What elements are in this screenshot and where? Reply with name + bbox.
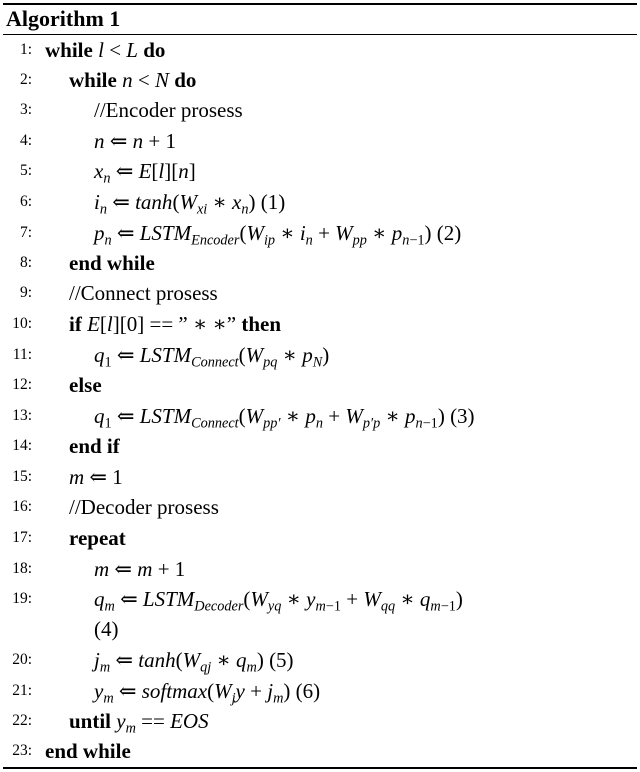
algorithm-line bbox=[0, 65, 640, 95]
line-code: $x_n$ ⇐ E[l][n] bbox=[94, 159, 196, 187]
keyword: do bbox=[143, 38, 166, 62]
algorithm-line bbox=[0, 401, 640, 431]
line-number: 10: bbox=[12, 315, 32, 332]
algorithm-line bbox=[0, 340, 640, 370]
keyword: do bbox=[174, 68, 197, 92]
line-number: 22: bbox=[12, 712, 32, 729]
algorithm-line bbox=[0, 431, 640, 461]
algorithm-line bbox=[0, 248, 640, 278]
algorithm-line bbox=[0, 523, 640, 553]
line-code: m ⇐ m + 1 bbox=[94, 557, 186, 581]
line-code: while l < L do bbox=[45, 38, 166, 62]
line-number: 20: bbox=[12, 651, 32, 668]
equation-number: (1) bbox=[260, 190, 286, 214]
line-code: $i_n$ ⇐ $\tanh(W_{xi}$ ∗ $x_n$) (1) bbox=[94, 190, 286, 218]
algorithm-line bbox=[0, 309, 640, 339]
line-number: 21: bbox=[12, 682, 32, 699]
equation-number: (5) bbox=[269, 648, 294, 672]
algorithm-line bbox=[0, 462, 640, 492]
line-code: $y_m$ ⇐ $softmax(W_jy + j_m)$ (6) bbox=[94, 679, 321, 707]
algorithm-line bbox=[0, 554, 640, 584]
algorithm-line bbox=[0, 156, 640, 186]
line-number: 23: bbox=[12, 742, 32, 759]
equation-number: (3) bbox=[450, 404, 475, 428]
equation-number: (6) bbox=[295, 679, 321, 703]
algorithm-line bbox=[0, 736, 640, 766]
keyword: repeat bbox=[69, 526, 126, 550]
comment: //Encoder prosess bbox=[94, 98, 243, 122]
algorithm-line bbox=[0, 95, 640, 125]
line-number: 16: bbox=[12, 498, 32, 515]
keyword: until bbox=[69, 709, 112, 733]
keyword: while bbox=[45, 38, 93, 62]
line-code: $p_n$ ⇐ $LSTM_{Encoder}(W_{ip}$ ∗ $i_n + W_{pp}$ ∗ $p_{n-1}$) (2) bbox=[94, 221, 462, 249]
keyword: end if bbox=[69, 434, 120, 458]
line-code: m ⇐ 1 bbox=[69, 465, 123, 489]
line-code: while n < N do bbox=[69, 68, 197, 92]
algorithm-line bbox=[0, 278, 640, 308]
line-code: $q_1$ ⇐ $LSTM_{Connect}(W_{pp'}$ ∗ $p_n + W_{p'p}$ ∗ $p_{n-1}$) (3) bbox=[94, 404, 475, 432]
line-number: 17: bbox=[12, 529, 32, 546]
line-code: $q_1$ ⇐ $LSTM_{Connect}(W_{pq}$ ∗ $p_N$) bbox=[94, 343, 330, 371]
algorithm-line bbox=[0, 126, 640, 156]
keyword: else bbox=[69, 373, 102, 397]
algorithm-line bbox=[0, 645, 640, 675]
line-code: $j_m$ ⇐ $\tanh(W_{qj}$ ∗ $q_m$) (5) bbox=[94, 648, 294, 676]
line-number: 1: bbox=[19, 41, 32, 58]
keyword: end while bbox=[69, 251, 155, 275]
line-code: if E[l][0] == ” ∗ ∗” then bbox=[69, 312, 282, 336]
line-number: 7: bbox=[19, 224, 32, 241]
line-code: $q_m$ ⇐ $LSTM_{Decoder}(W_{yq}$ ∗ $y_{m-1} + W_{qq}$ ∗ $q_{m-1}$) bbox=[94, 587, 463, 615]
line-code: n ⇐ n + 1 bbox=[94, 129, 176, 153]
line-number: 14: bbox=[12, 437, 32, 454]
algorithm-line bbox=[0, 370, 640, 400]
algorithm-line bbox=[0, 676, 640, 706]
algorithm-line bbox=[0, 35, 640, 65]
equation-number: (2) bbox=[436, 221, 462, 245]
algorithm-line bbox=[0, 584, 640, 614]
line-number: 5: bbox=[19, 162, 32, 179]
comment: //Decoder prosess bbox=[69, 495, 219, 519]
bottom-rule bbox=[3, 767, 637, 769]
line-number: 9: bbox=[19, 284, 32, 301]
keyword: then bbox=[241, 312, 282, 336]
keyword: while bbox=[69, 68, 117, 92]
line-code: until $y_m$ == EOS bbox=[69, 709, 209, 737]
keyword: end while bbox=[45, 739, 131, 763]
keyword: if bbox=[69, 312, 82, 336]
algorithm-line bbox=[0, 187, 640, 217]
algorithm-line-continuation bbox=[0, 614, 640, 644]
line-number: 6: bbox=[19, 193, 32, 210]
line-number: 13: bbox=[12, 407, 32, 424]
algorithm-title: Algorithm 1 bbox=[6, 6, 121, 31]
algorithm-line bbox=[0, 218, 640, 248]
line-number: 4: bbox=[19, 132, 32, 149]
line-number: 18: bbox=[12, 560, 32, 577]
equation-number: (4) bbox=[94, 617, 119, 641]
line-number: 19: bbox=[12, 590, 32, 607]
comment: //Connect prosess bbox=[69, 281, 218, 305]
line-number: 2: bbox=[19, 71, 32, 88]
line-number: 12: bbox=[12, 376, 32, 393]
line-number: 11: bbox=[12, 346, 32, 363]
line-number: 15: bbox=[12, 468, 32, 485]
line-number: 8: bbox=[19, 254, 32, 271]
line-number: 3: bbox=[19, 101, 32, 118]
algorithm-line bbox=[0, 706, 640, 736]
algorithm-line bbox=[0, 492, 640, 522]
